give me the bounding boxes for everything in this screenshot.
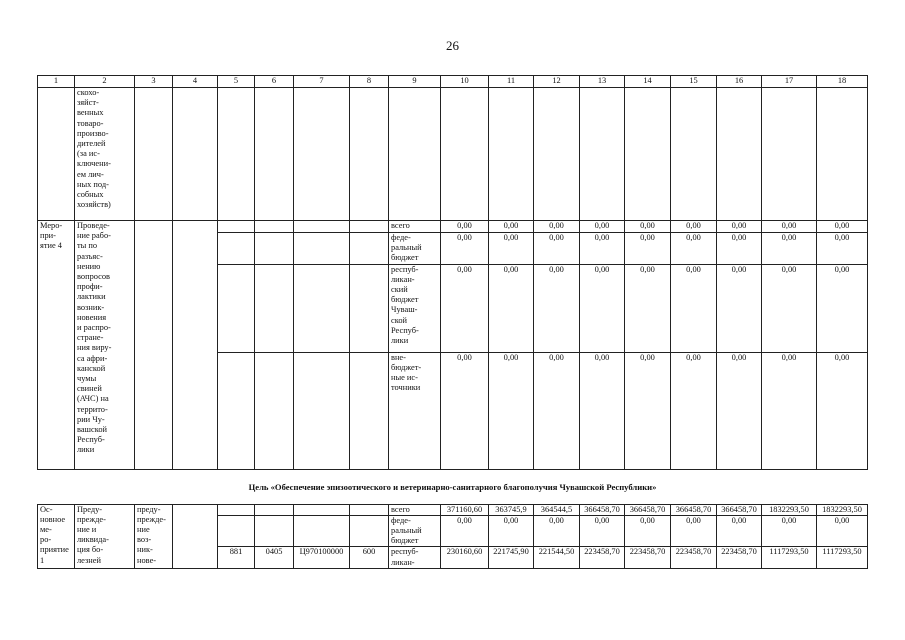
measure-name-cell-line: вопросов	[77, 272, 111, 282]
value-cell: 0,00	[580, 221, 625, 233]
measure-name-cell-line: произво-	[77, 128, 109, 138]
source-cell-line: всего	[391, 221, 410, 230]
value-cell: 0,00	[717, 233, 762, 265]
budget-code-cell: 0405	[255, 547, 294, 569]
measure-name-cell-line: ем лич-	[77, 169, 104, 179]
value-cell: 0,00	[762, 515, 817, 547]
value-cell: 0,00	[817, 221, 868, 233]
measure-name-cell-line: дителей	[77, 139, 106, 149]
value-cell: 364544,5	[534, 504, 580, 515]
measure-name-cell-line: разъяс-	[77, 251, 103, 261]
source-cell	[389, 233, 441, 265]
main-measure1-row	[38, 504, 868, 515]
value-cell: 0,00	[489, 352, 534, 469]
value-cell: 0,00	[534, 233, 580, 265]
value-cell: 0,00	[671, 352, 717, 469]
column-number: 3	[135, 76, 173, 88]
value-cell: 223458,70	[580, 547, 625, 569]
value-cell: 0,00	[671, 221, 717, 233]
value-cell: 0,00	[671, 264, 717, 352]
value-cell: 0,00	[625, 352, 671, 469]
budget-code-cell	[255, 515, 294, 547]
column-number: 17	[762, 76, 817, 88]
budget-code-cell	[255, 504, 294, 515]
value-cell: 221544,50	[534, 547, 580, 569]
measure-name-cell-line: ключени-	[77, 159, 111, 169]
measure-name-cell-line: са афри-	[77, 353, 108, 363]
measure-code-cell-line: новное	[40, 514, 66, 524]
empty-cell	[218, 88, 255, 221]
source-cell-line: феде-	[391, 515, 411, 525]
value-cell: 0,00	[817, 515, 868, 547]
value-cell: 0,00	[441, 352, 489, 469]
measure-name-cell-line: Преду-	[77, 504, 103, 514]
source-cell-line: респуб-	[391, 547, 419, 557]
column-number: 16	[717, 76, 762, 88]
column-number: 8	[350, 76, 389, 88]
empty-cell	[762, 88, 817, 221]
value-cell: 0,00	[817, 264, 868, 352]
value-cell: 0,00	[580, 515, 625, 547]
value-cell: 0,00	[625, 515, 671, 547]
value-cell: 0,00	[489, 221, 534, 233]
source-cell-line: ликан-	[391, 557, 415, 567]
value-cell: 0,00	[580, 233, 625, 265]
measure-name-cell-line: новения	[77, 312, 107, 322]
budget-code-cell: 600	[350, 547, 389, 569]
source-cell-line: ные ис-	[391, 373, 418, 383]
value-cell: 0,00	[762, 352, 817, 469]
value-cell: 366458,70	[625, 504, 671, 515]
value-cell: 0,00	[762, 233, 817, 265]
measure-name-cell-line: и распро-	[77, 323, 111, 333]
measure-name-cell-line: вашской	[77, 425, 108, 435]
empty-cell	[135, 221, 173, 470]
value-cell: 363745,9	[489, 504, 534, 515]
measure-code-cell-line: при-	[40, 231, 56, 241]
empty-cell	[350, 352, 389, 469]
source-cell	[389, 515, 441, 547]
measure-name-cell-line: товаро-	[77, 118, 104, 128]
measure-code-cell-line: Меро-	[40, 221, 63, 230]
source-cell-line: ральный	[391, 243, 422, 253]
measure-name-cell-line: лики	[77, 445, 95, 455]
program-name-cell-line: ник-	[137, 545, 153, 555]
program-name-cell-line: ние	[137, 525, 150, 535]
source-cell-line: Чуваш-	[391, 305, 418, 315]
measure-name-cell-line: профи-	[77, 282, 103, 292]
measure-name-cell-line: (АЧС) на	[77, 394, 109, 404]
measure-code-cell-line: ро-	[40, 535, 52, 545]
value-cell: 0,00	[534, 352, 580, 469]
empty-cell	[218, 221, 255, 233]
empty-cell	[350, 264, 389, 352]
source-cell-line: бюджет	[391, 253, 419, 263]
value-cell: 0,00	[717, 221, 762, 233]
empty-cell	[294, 264, 350, 352]
source-cell	[389, 547, 441, 569]
value-cell: 223458,70	[671, 547, 717, 569]
budget-code-cell	[294, 515, 350, 547]
value-cell: 0,00	[580, 352, 625, 469]
value-cell: 0,00	[717, 515, 762, 547]
goal-title: Цель «Обеспечение эпизоотического и ветеринарно-санитарного благополучия Чувашской Республики»	[38, 469, 868, 504]
empty-cell	[255, 264, 294, 352]
empty-cell	[350, 233, 389, 265]
column-number: 18	[817, 76, 868, 88]
empty-cell	[534, 88, 580, 221]
source-cell-line: вне-	[391, 352, 406, 362]
value-cell: 0,00	[489, 515, 534, 547]
source-cell-line: точники	[391, 383, 421, 393]
source-cell-line: бюджет	[391, 295, 419, 305]
continuation-row	[38, 88, 868, 221]
empty-cell	[173, 221, 218, 470]
value-cell: 366458,70	[717, 504, 762, 515]
value-cell: 221745,90	[489, 547, 534, 569]
empty-cell	[294, 221, 350, 233]
source-cell-line: ральный	[391, 526, 422, 536]
value-cell: 0,00	[762, 264, 817, 352]
value-cell: 1117293,50	[817, 547, 868, 569]
goal-row	[38, 469, 868, 504]
empty-cell	[389, 88, 441, 221]
measure-name-cell-line: возник-	[77, 302, 105, 312]
measure-name-cell-line: скохо-	[77, 88, 100, 97]
empty-cell	[173, 88, 218, 221]
empty-cell	[218, 352, 255, 469]
measure-name-cell-line: чумы	[77, 374, 97, 384]
measure-name-cell-line: канской	[77, 363, 106, 373]
page-number: 26	[446, 38, 459, 53]
budget-code-cell	[350, 515, 389, 547]
measure-name-cell-line: собных	[77, 190, 104, 200]
empty-cell	[489, 88, 534, 221]
measure-name-cell-line: рии Чу-	[77, 414, 105, 424]
program-name-cell-line: преду-	[137, 504, 161, 514]
empty-cell	[625, 88, 671, 221]
value-cell: 0,00	[534, 515, 580, 547]
source-cell	[389, 504, 441, 515]
measure-code-cell	[38, 504, 75, 569]
empty-cell	[441, 88, 489, 221]
budget-code-cell	[218, 515, 255, 547]
measure-name-cell-line: зяйст-	[77, 98, 99, 108]
source-cell-line: ский	[391, 285, 408, 295]
column-number: 10	[441, 76, 489, 88]
value-cell: 0,00	[441, 233, 489, 265]
empty-cell	[294, 88, 350, 221]
source-cell-line: ликан-	[391, 274, 415, 284]
measure-code-cell-line: ме-	[40, 525, 52, 535]
measure-name-cell-line: венных	[77, 108, 104, 118]
program-name-cell-line: воз-	[137, 535, 152, 545]
empty-cell	[173, 504, 218, 569]
empty-cell	[218, 264, 255, 352]
measure-name-cell-line: лезней	[77, 555, 101, 565]
empty-cell	[218, 233, 255, 265]
program-name-cell-line: нове-	[137, 555, 157, 565]
measure-name-cell-line: террито-	[77, 404, 108, 414]
source-cell-line: бюджет-	[391, 362, 422, 372]
measure-name-cell-line: ликвида-	[77, 535, 109, 545]
measure-name-cell-line: ных под-	[77, 179, 109, 189]
measure-name-cell	[75, 88, 135, 221]
value-cell: 0,00	[817, 352, 868, 469]
value-cell: 0,00	[671, 233, 717, 265]
budget-code-cell: Ц970100000	[294, 547, 350, 569]
budget-code-cell	[218, 504, 255, 515]
empty-cell	[255, 352, 294, 469]
source-cell-line: респуб-	[391, 264, 419, 274]
measure-code-cell-line: приятие 1	[40, 545, 69, 565]
budget-table-body	[38, 76, 868, 569]
empty-cell	[255, 88, 294, 221]
column-number: 13	[580, 76, 625, 88]
value-cell: 0,00	[441, 515, 489, 547]
program-name-cell	[135, 504, 173, 569]
empty-cell	[294, 233, 350, 265]
value-cell: 0,00	[625, 264, 671, 352]
column-number: 7	[294, 76, 350, 88]
value-cell: 366458,70	[580, 504, 625, 515]
empty-cell	[350, 221, 389, 233]
empty-cell	[717, 88, 762, 221]
value-cell: 1117293,50	[762, 547, 817, 569]
measure-name-cell-line: (за ис-	[77, 149, 100, 159]
value-cell: 0,00	[534, 221, 580, 233]
measure-name-cell-line: лактики	[77, 292, 106, 302]
value-cell: 230160,60	[441, 547, 489, 569]
source-cell	[389, 221, 441, 233]
measure-code-cell-line: Ос-	[40, 504, 53, 514]
value-cell: 0,00	[489, 264, 534, 352]
budget-table	[37, 75, 868, 569]
measure-name-cell-line: прежде-	[77, 514, 106, 524]
empty-cell	[671, 88, 717, 221]
budget-code-cell	[294, 504, 350, 515]
measure-code-cell	[38, 221, 75, 470]
source-cell	[389, 264, 441, 352]
column-number: 2	[75, 76, 135, 88]
measure-name-cell-line: ние и	[77, 525, 97, 535]
value-cell: 223458,70	[717, 547, 762, 569]
measure-name-cell-line: нению	[77, 261, 101, 271]
empty-cell	[350, 88, 389, 221]
column-number: 6	[255, 76, 294, 88]
measure-name-cell-line: свиней	[77, 384, 102, 394]
measure-name-cell-line: стране-	[77, 333, 104, 343]
value-cell: 0,00	[534, 264, 580, 352]
measure-name-cell-line: ние рабо-	[77, 231, 111, 241]
value-cell: 0,00	[625, 221, 671, 233]
value-cell: 223458,70	[625, 547, 671, 569]
measure4-row	[38, 221, 868, 233]
measure-name-cell-line: хозяйств)	[77, 200, 111, 210]
value-cell: 1832293,50	[817, 504, 868, 515]
measure-name-cell-line: ты по	[77, 241, 98, 251]
source-cell-line: всего	[391, 504, 410, 514]
column-number: 4	[173, 76, 218, 88]
value-cell: 0,00	[717, 264, 762, 352]
empty-cell	[38, 88, 75, 221]
value-cell: 0,00	[489, 233, 534, 265]
value-cell: 0,00	[580, 264, 625, 352]
budget-table-container	[37, 75, 867, 569]
empty-cell	[255, 221, 294, 233]
value-cell: 1832293,50	[762, 504, 817, 515]
measure-name-cell-line: Респуб-	[77, 435, 105, 445]
value-cell: 0,00	[762, 221, 817, 233]
empty-cell	[294, 352, 350, 469]
value-cell: 366458,70	[671, 504, 717, 515]
value-cell: 0,00	[817, 233, 868, 265]
empty-cell	[580, 88, 625, 221]
source-cell-line: лики	[391, 336, 409, 346]
source-cell-line: бюджет	[391, 536, 419, 546]
column-number: 14	[625, 76, 671, 88]
value-cell: 0,00	[441, 264, 489, 352]
measure-name-cell-line: ция бо-	[77, 545, 104, 555]
measure-name-cell-line: Проведе-	[77, 221, 110, 230]
column-number: 15	[671, 76, 717, 88]
measure-name-cell-line: ния виру-	[77, 343, 112, 353]
measure-name-cell	[75, 504, 135, 569]
budget-code-cell: 881	[218, 547, 255, 569]
value-cell: 371160,60	[441, 504, 489, 515]
budget-code-cell	[350, 504, 389, 515]
column-number: 5	[218, 76, 255, 88]
measure-name-cell	[75, 221, 135, 470]
empty-cell	[817, 88, 868, 221]
column-number-row	[38, 76, 868, 88]
column-number: 1	[38, 76, 75, 88]
program-name-cell-line: прежде-	[137, 514, 166, 524]
measure-code-cell-line: ятие 4	[40, 241, 62, 251]
source-cell	[389, 352, 441, 469]
value-cell: 0,00	[717, 352, 762, 469]
value-cell: 0,00	[441, 221, 489, 233]
source-cell-line: феде-	[391, 233, 411, 242]
source-cell-line: ской	[391, 315, 408, 325]
value-cell: 0,00	[625, 233, 671, 265]
source-cell-line: Респуб-	[391, 325, 419, 335]
empty-cell	[255, 233, 294, 265]
value-cell: 0,00	[671, 515, 717, 547]
column-number: 12	[534, 76, 580, 88]
empty-cell	[135, 88, 173, 221]
column-number: 11	[489, 76, 534, 88]
column-number: 9	[389, 76, 441, 88]
